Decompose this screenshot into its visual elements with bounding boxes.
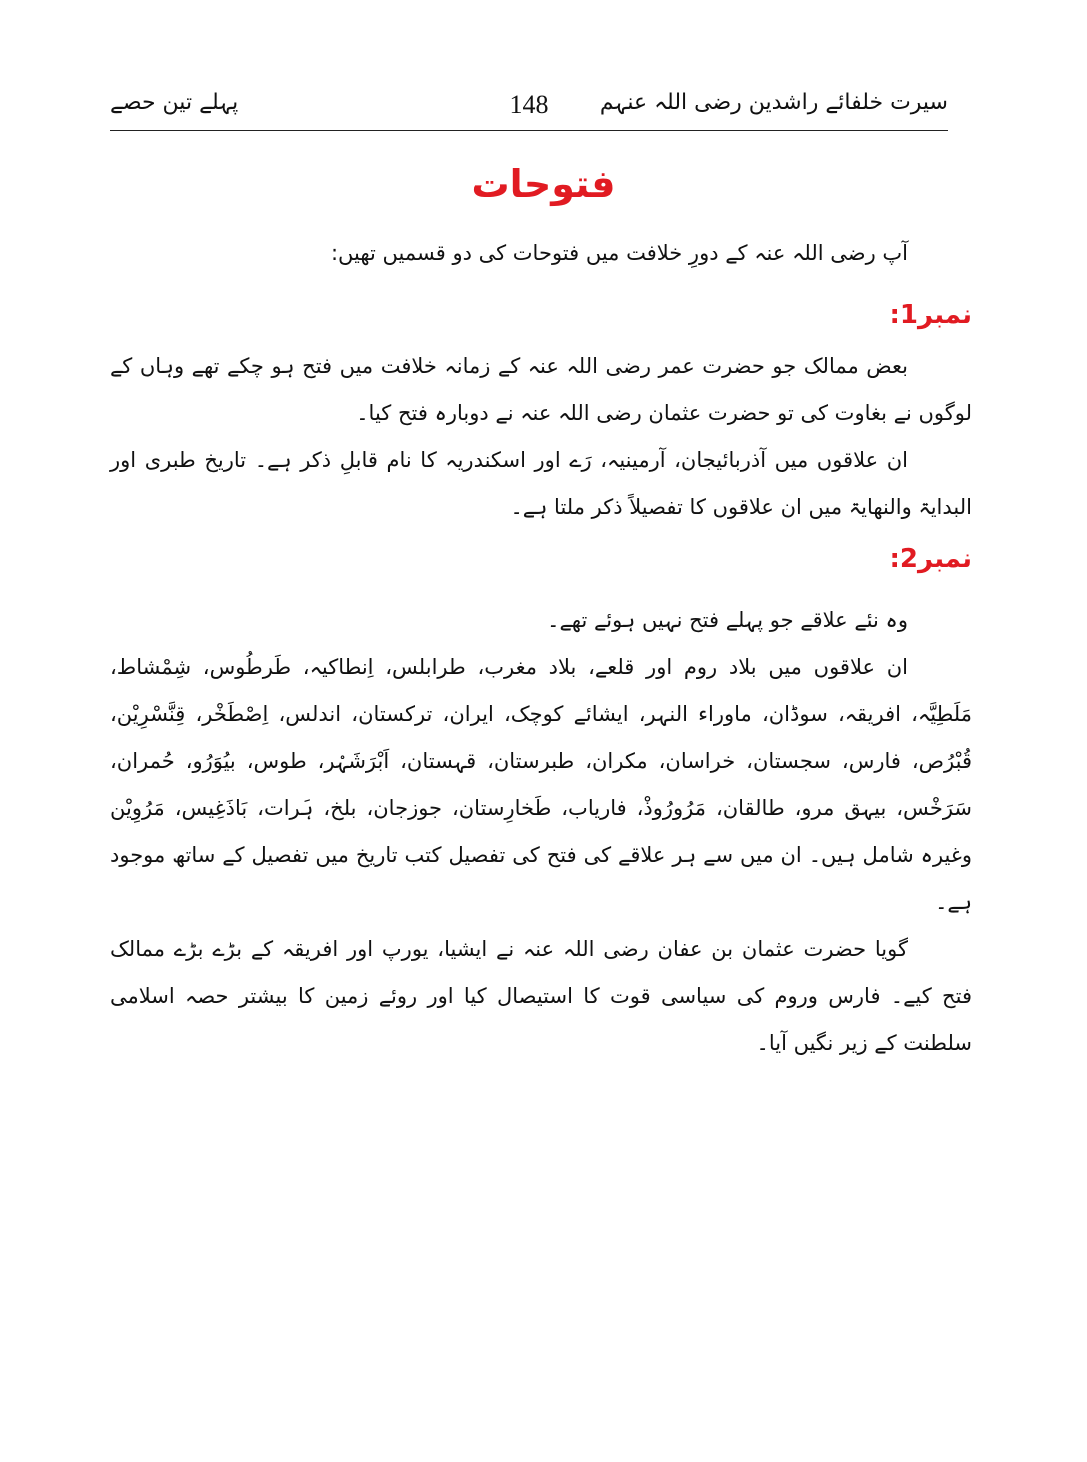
section-1-paragraph-2: ان علاقوں میں آذربائیجان، آرمینیہ، رَے اور اسکندریہ کا نام قابلِ ذکر ہے۔ تاریخ طبری اور البدایۃ والنھایۃ میں ان علاقوں کا تفصیلاً ذکر ملتا ہے۔ [110, 448, 972, 519]
page-number: 148 [509, 90, 549, 119]
section-name: پہلے تین حصے [110, 90, 239, 115]
page-header [110, 88, 948, 126]
section-2-paragraph-1: وہ نئے علاقے جو پہلے فتح نہیں ہوئے تھے۔ [547, 608, 908, 632]
page-body [110, 230, 972, 1067]
book-title: سیرت خلفائے راشدین رضی اللہ عنہم [599, 90, 948, 115]
section-2-paragraph-2: ان علاقوں میں بلاد روم اور قلعے، بلاد مغرب، طرابلس، اِنطاکیہ، طَرطُوس، شِمْشاط، مَلَطِیَّہ، افریقہ، سوڈان، ماوراء النہر، ایشائے کوچک، ایران، ترکستان، اندلس، اِصْطَخْر، قِنَّسْرِیْن، قُبْرُص، فارس، سجستان، خراسان، مکران، طبرستان، قہستان، اَبْرَشَہْر، طوس، بیُوَرُو، حُمران، سَرَخْس، بیہق مرو، طالقان، مَرُورُوذْ، فاریاب، طَخارِستان، جوزجان، بلخ، ہَرات، بَاذَغِیس، مَرُوِیْن وغیرہ شامل ہیں۔ ان میں سے ہر علاقے کی فتح کی تفصیل کتب تاریخ میں تفصیل کے ساتھ موجود ہے۔ [110, 655, 972, 914]
header-divider [110, 130, 948, 131]
section-2-heading: نمبر2: [889, 544, 972, 574]
chapter-title: فتوحات [471, 162, 616, 206]
section-1-paragraph-1: بعض ممالک جو حضرت عمر رضی اللہ عنہ کے زمانہ خلافت میں فتح ہو چکے تھے وہاں کے لوگوں نے بغاوت کی تو حضرت عثمان رضی اللہ عنہ نے دوبارہ فتح کیا۔ [110, 354, 972, 425]
chapter-intro: آپ رضی اللہ عنہ کے دورِ خلافت میں فتوحات کی دو قسمیں تھیں: [330, 241, 908, 265]
section-1-heading: نمبر1: [889, 300, 972, 330]
section-2-paragraph-3: گویا حضرت عثمان بن عفان رضی اللہ عنہ نے ایشیا، یورپ اور افریقہ کے بڑے بڑے ممالک فتح کیے۔ فارس وروم کی سیاسی قوت کا استیصال کیا اور روئے زمین کا بیشتر حصہ اسلامی سلطنت کے زیر نگیں آیا۔ [110, 937, 972, 1055]
